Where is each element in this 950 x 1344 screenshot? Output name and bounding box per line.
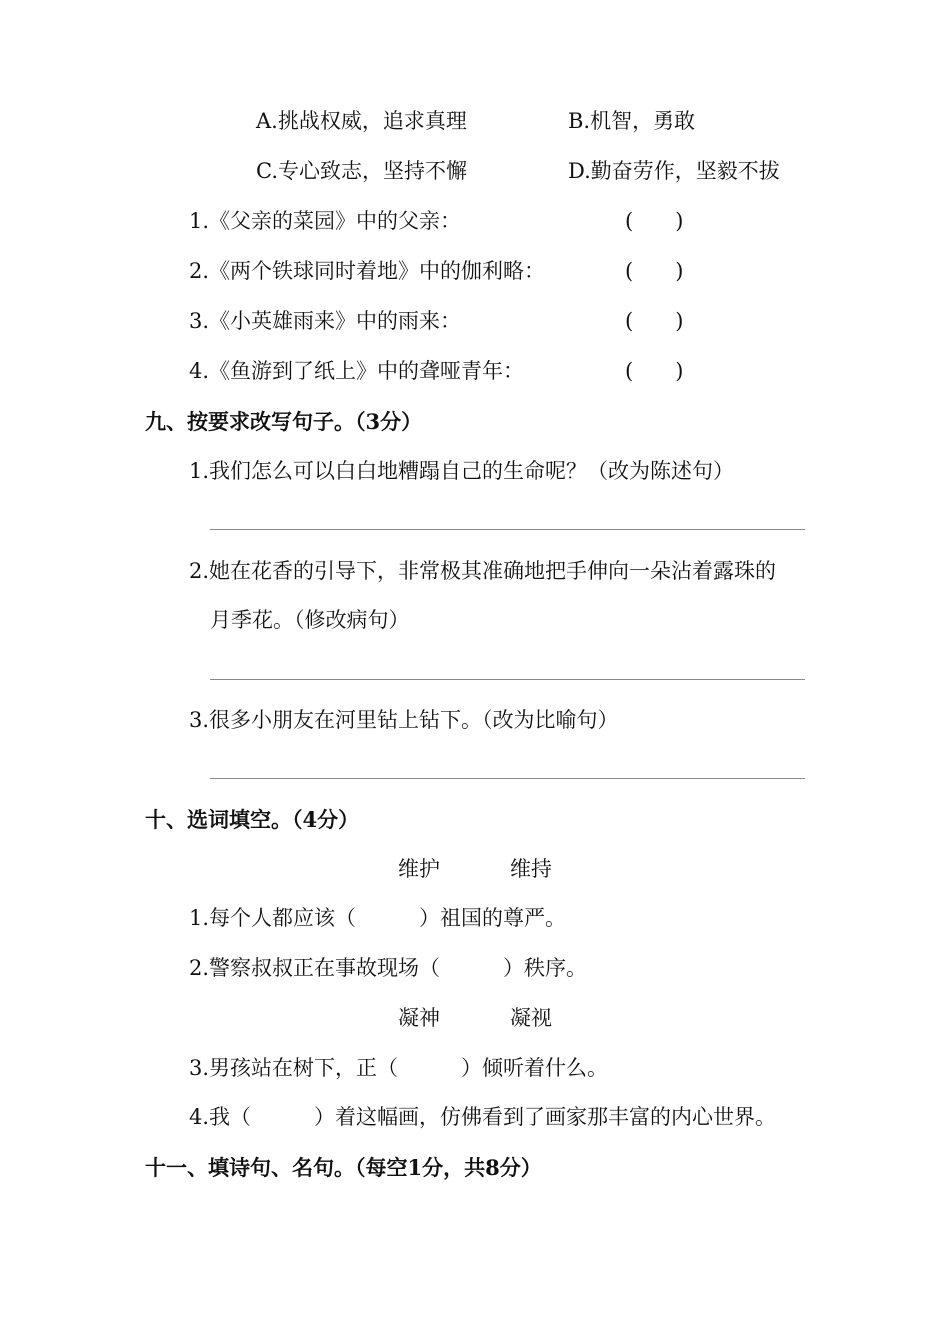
option-a: A.挑战权威，追求真理 [256,109,467,133]
answer-paren-4[interactable]: ( ) [625,359,684,383]
section-11-title: 十一、填诗句、名句。（每空1分，共8分） [145,1155,542,1180]
fill-question-1: 1.每个人都应该（ ）祖国的尊严。 [189,906,567,930]
fill-question-2: 2.警察叔叔正在事故现场（ ）秩序。 [189,956,588,980]
word-choice-2b: 凝视 [510,1006,552,1030]
match-item-3: 3.《小英雄雨来》中的雨来： [189,309,462,333]
option-c: C.专心致志，坚持不懈 [256,159,467,183]
fill-question-4: 4.我（ ）着这幅画，仿佛看到了画家那丰富的内心世界。 [189,1105,777,1129]
answer-line-2[interactable] [210,679,805,680]
match-item-4: 4.《鱼游到了纸上》中的聋哑青年： [189,359,525,383]
match-item-1: 1.《父亲的菜园》中的父亲： [189,209,462,233]
answer-line-1[interactable] [210,529,805,530]
rewrite-question-1: 1.我们怎么可以白白地糟蹋自己的生命呢？（改为陈述句） [189,459,735,483]
fill-question-3: 3.男孩站在树下，正（ ）倾听着什么。 [189,1056,609,1080]
word-choice-1a: 维护 [398,857,440,881]
section-10-title: 十、选词填空。（4分） [145,807,360,832]
option-d: D.勤奋劳作，坚毅不拔 [568,159,780,183]
word-choice-1b: 维持 [510,857,552,881]
answer-paren-1[interactable]: ( ) [625,209,684,233]
section-9-title: 九、按要求改写句子。（3分） [145,409,423,434]
rewrite-question-3: 3.很多小朋友在河里钻上钻下。（改为比喻句） [189,708,619,732]
word-choice-2a: 凝神 [398,1006,440,1030]
option-b: B.机智，勇敢 [568,109,696,133]
answer-paren-3[interactable]: ( ) [625,309,684,333]
answer-line-3[interactable] [210,778,805,779]
rewrite-question-2: 2.她在花香的引导下，非常极其准确地把手伸向一朵沾着露珠的 [189,559,777,583]
rewrite-question-2-cont: 月季花。（修改病句） [210,608,410,632]
answer-paren-2[interactable]: ( ) [625,259,684,283]
match-item-2: 2.《两个铁球同时着地》中的伽利略： [189,259,546,283]
